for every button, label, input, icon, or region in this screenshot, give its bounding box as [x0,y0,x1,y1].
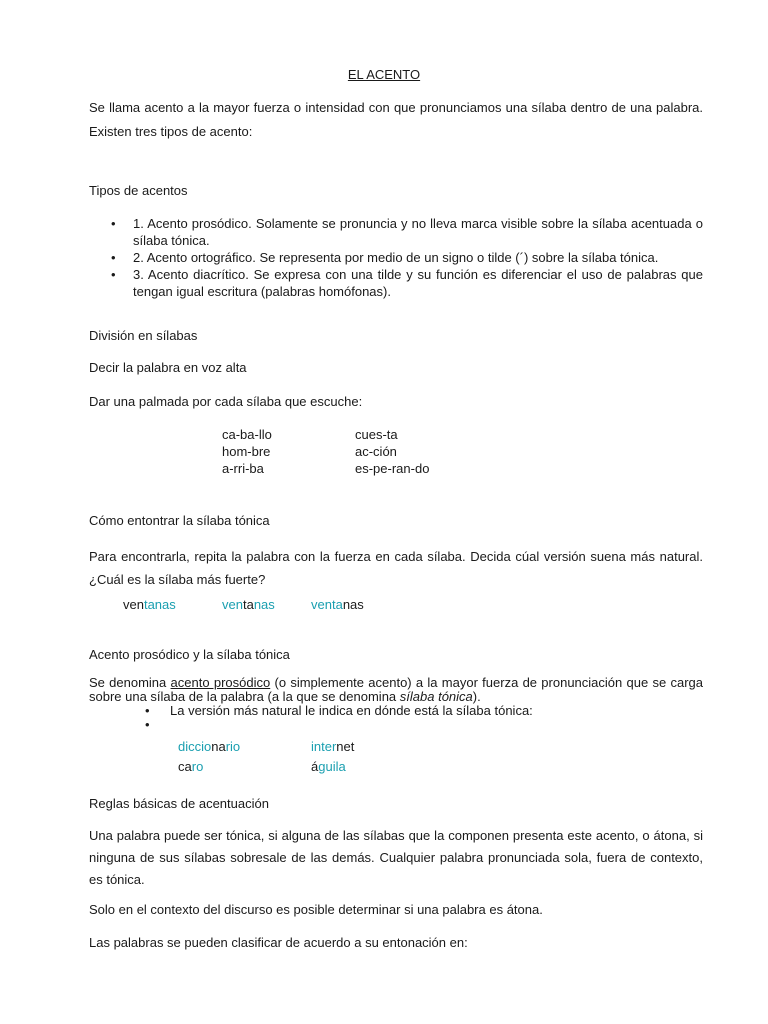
list-item: • 2. Acento ortográfico. Se representa por medio de un signo o tilde (´) sobre la sílaba tónica. [111,250,659,265]
list-item: • 3. Acento diacrítico. Se expresa con una tilde y su función es diferenciar el uso de palabras que tengan igual escritura (palabras homófonas). [111,267,703,299]
como-heading: Cómo entontrar la sílaba tónica [89,513,270,528]
example-word-2: internet [311,739,355,754]
example-word-4: águila [311,759,346,774]
syllable-word: ca-ba-llo [222,427,272,442]
syllable-word: a-rri-ba [222,461,264,476]
prosodico-bullets [145,704,533,732]
division-heading: División en sílabas [89,328,198,343]
syllable-word: hom-bre [222,444,271,459]
syllable-word: ac-ción [355,444,397,459]
syllable-column-2 [355,426,429,477]
reglas-paragraph-3: Las palabras se pueden clasificar de acuerdo a su entonación en: [89,935,468,950]
prosodico-heading: Acento prosódico y la sílaba tónica [89,647,290,662]
list-item [145,718,533,732]
page-title: EL ACENTO [347,67,421,82]
example-word-1: diccionario [178,739,241,754]
bullet-icon: • [145,717,150,732]
bullet-icon: • [111,267,116,282]
division-line-2: Dar una palmada por cada sílaba que escuche: [89,394,363,409]
bullet-icon: • [145,703,150,718]
reglas-heading: Reglas básicas de acentuación [89,796,269,811]
list-item: • 1. Acento prosódico. Solamente se pronuncia y no lleva marca visible sobre la sílaba acentuada o sílaba tónica. [111,216,703,248]
bullet-icon: • [111,250,116,265]
syllable-word: cues-ta [355,427,398,442]
list-item: • La versión más natural le indica en dónde está la sílaba tónica: [145,703,533,718]
stress-word-3: ventanas [311,597,364,612]
tipos-heading: Tipos de acentos [89,183,188,198]
stress-word-2: ventanas [222,597,275,612]
bullet-icon: • [111,216,116,231]
prosodico-paragraph: Se denomina acento prosódico (o simplemente acento) a la mayor fuerza de pronunciación que se carga sobre una sílaba de la palabra (a la que se denomina sílaba tónica). [89,675,703,704]
reglas-paragraph-1: Una palabra puede ser tónica, si alguna de las sílabas que la componen presenta este acento, o átona, si ninguna de sus sílabas sobresale de las demás. Cualquier palabra pronunciada sola, fuera de contexto, es tónica. [89,828,703,887]
example-word-3: caro [178,759,204,774]
stress-word-1: ventanas [123,597,176,612]
como-paragraph: Para encontrarla, repita la palabra con la fuerza en cada sílaba. Decida cúal versión suena más natural. ¿Cuál es la sílaba más fuerte? [89,549,703,587]
intro-paragraph: Se llama acento a la mayor fuerza o intensidad con que pronunciamos una sílaba dentro de una palabra. Existen tres tipos de acento: [89,100,703,139]
syllable-column-1 [222,426,272,477]
reglas-paragraph-2: Solo en el contexto del discurso es posible determinar si una palabra es átona. [89,902,543,917]
division-line-1: Decir la palabra en voz alta [89,360,247,375]
tipos-list [89,215,703,300]
syllable-word: es-pe-ran-do [355,461,430,476]
